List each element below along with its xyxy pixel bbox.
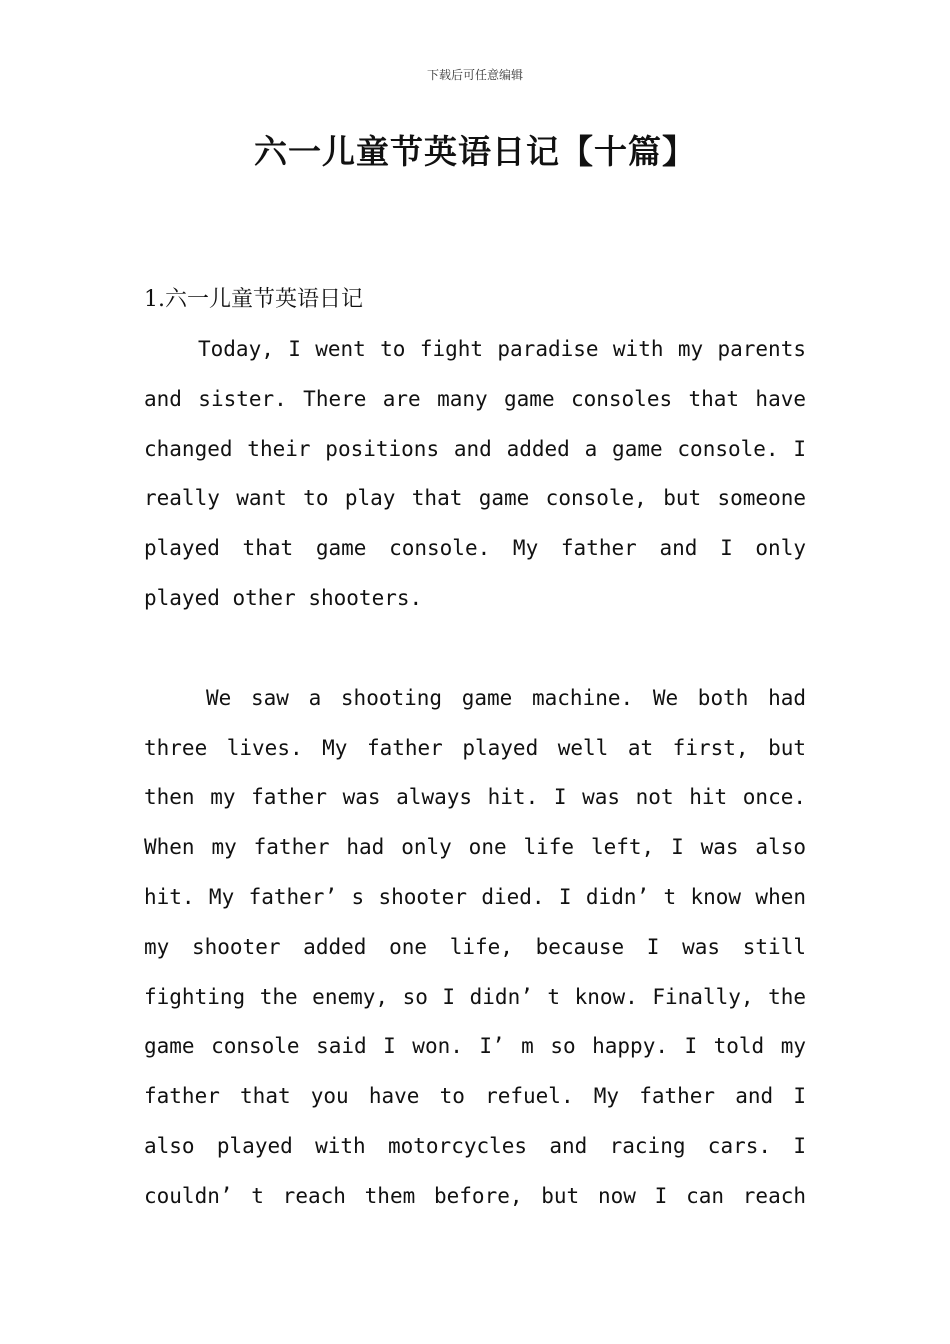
text-line: When my father had only one life left, I was also (144, 835, 806, 860)
paragraph-1 (144, 325, 806, 624)
text-line: We saw a shooting game machine. We both had (206, 685, 806, 710)
text-line: fighting the enemy, so I didn’ t know. Finally, the (144, 984, 806, 1009)
text-line: and sister. There are many game consoles that have (144, 386, 806, 411)
section-heading: 1.六一儿童节英语日记 (144, 287, 363, 312)
text-line: played that game console. My father and I only (144, 536, 806, 561)
text-line: hit. My father’ s shooter died. I didn’ t know when (144, 884, 806, 909)
text-line: couldn’ t reach them before, but now I can reach (144, 1183, 806, 1208)
text-line: changed their positions and added a game console. I (144, 436, 806, 461)
paragraph-2 (144, 674, 806, 1222)
text-line: my shooter added one life, because I was still (144, 934, 806, 959)
text-line: three lives. My father played well at first, but (144, 735, 806, 760)
text-line: then my father was always hit. I was not hit once. (144, 785, 806, 810)
text-line: father that you have to refuel. My father and I (144, 1084, 806, 1109)
text-line: Today, I went to fight paradise with my parents (198, 337, 806, 361)
paragraph-gap (144, 624, 806, 674)
text-line: really want to play that game console, but someone (144, 486, 806, 511)
text-line: game console said I won. I’ m so happy. I told my (144, 1034, 806, 1059)
document-body (144, 275, 806, 1222)
header-note: 下载后可任意编辑 (426, 68, 523, 82)
text-line: also played with motorcycles and racing cars. I (144, 1133, 806, 1158)
document-title: 六一儿童节英语日记【十篇】 (254, 132, 696, 171)
text-line: played other shooters. (144, 585, 423, 610)
